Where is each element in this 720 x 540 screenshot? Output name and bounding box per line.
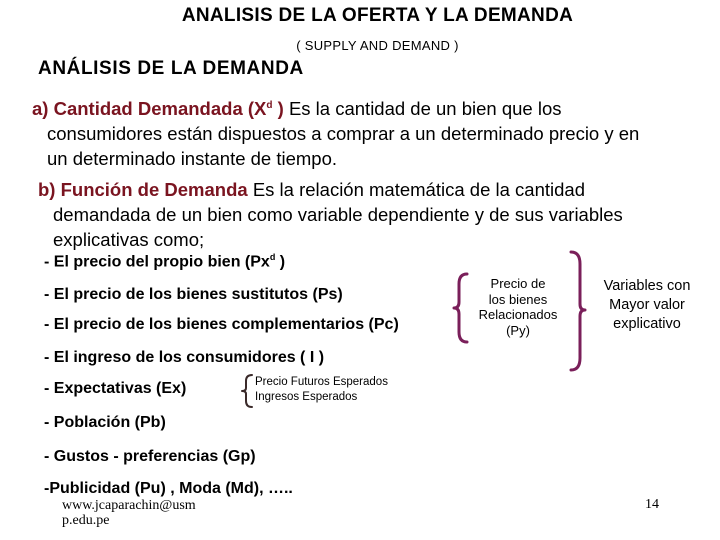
paragraph-a	[32, 93, 639, 171]
related-prices-note: Precio de los bienes Relacionados (Py)	[478, 276, 558, 338]
paragraph-b-line3: explicativas como;	[53, 229, 205, 250]
item-expectations: - Expectativas (Ex)	[44, 380, 187, 397]
paragraph-b-label: b) Función de Demanda	[38, 179, 248, 200]
item-advertising: -Publicidad (Pu) , Moda (Md), …..	[44, 480, 293, 497]
item-own-price: - El precio del propio bien (Px$^d$ )	[44, 252, 286, 271]
higher-value-note: Variables con Mayor valor explicativo	[603, 278, 691, 332]
paragraph-a-line3: un determinado instante de tiempo.	[47, 148, 338, 170]
paragraph-a-label: a) Cantidad Demandada ($X^d$ )	[32, 98, 284, 120]
item-tastes: - Gustos - preferencias (Gp)	[44, 448, 256, 465]
paragraph-b-line2: demandada de un bien como variable dependiente y de sus variables	[53, 204, 623, 225]
item-income: - El ingreso de los consumidores ( I )	[44, 349, 325, 366]
page-subtitle: ( SUPPLY AND DEMAND )	[296, 38, 459, 53]
brace-right-icon	[568, 250, 586, 372]
item-substitutes: - El precio de los bienes sustitutos (Ps)	[44, 286, 343, 303]
paragraph-b-text: Es la relación matemática de la cantidad	[247, 179, 585, 200]
expectations-note: Precio Futuros Esperados Ingresos Esperados	[255, 376, 388, 403]
brace-expectations-icon	[240, 373, 254, 409]
footer-email: www.jcaparachin@usm p.edu.pe	[62, 498, 196, 528]
page-number: 14	[645, 497, 659, 512]
paragraph-a-text: Es la cantidad de un bien que los	[283, 98, 562, 120]
brace-related-prices-icon	[453, 272, 469, 344]
paragraph-b	[38, 177, 623, 252]
section-heading: ANÁLISIS DE LA DEMANDA	[38, 58, 304, 79]
page-title: ANALISIS DE LA OFERTA Y LA DEMANDA	[181, 5, 574, 26]
item-complements: - El precio de los bienes complementarios (Pc)	[44, 316, 399, 333]
item-population: - Población (Pb)	[44, 414, 166, 431]
paragraph-a-line2: consumidores están dispuestos a comprar a un determinado precio y en	[47, 123, 640, 145]
